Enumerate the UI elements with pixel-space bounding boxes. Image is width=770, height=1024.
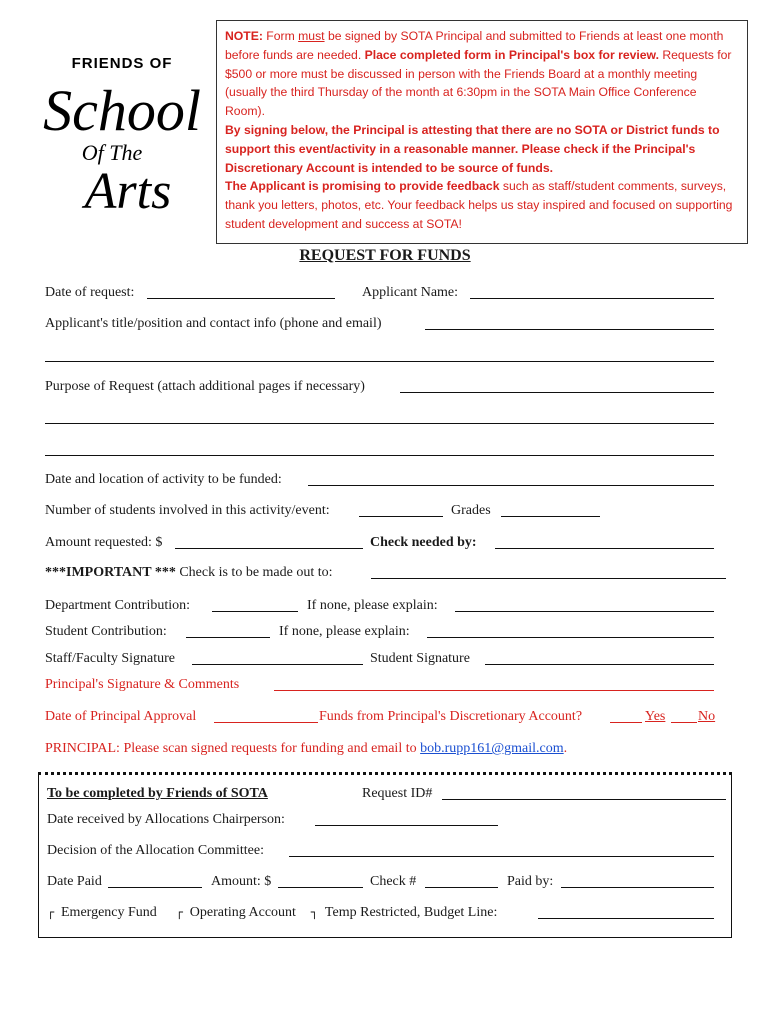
dept-contribution-label: Department Contribution:	[45, 598, 191, 613]
principal-note-text: PRINCIPAL: Please scan signed requests for funding and email to	[45, 741, 421, 756]
note-bold-1: Place completed form in Principal's box for review.	[364, 47, 659, 62]
date-received-label: Date received by Allocations Chairperson:	[47, 812, 285, 827]
logo-line-4: Arts	[84, 163, 172, 220]
temp-restricted-label: Temp Restricted, Budget Line:	[324, 905, 498, 920]
temp-restricted-checkbox[interactable]: ┐	[310, 905, 319, 919]
dept-explain-field[interactable]	[455, 611, 714, 612]
date-of-request-field[interactable]	[147, 298, 335, 299]
paid-by-field[interactable]	[561, 887, 714, 888]
logo-line-2: School	[43, 78, 201, 143]
note-must: must	[298, 29, 325, 43]
emergency-fund-label: Emergency Fund	[61, 905, 157, 920]
discretionary-question: Funds from Principal's Discretionary Account?	[319, 709, 583, 724]
check-number-field[interactable]	[425, 887, 498, 888]
title-contact-field-2[interactable]	[45, 361, 714, 362]
yes-blank[interactable]	[610, 722, 642, 723]
page-title: REQUEST FOR FUNDS	[299, 247, 471, 264]
date-paid-label: Date Paid	[47, 874, 102, 889]
no-blank[interactable]	[671, 722, 697, 723]
important-rest: Check is to be made out to:	[175, 565, 333, 580]
note-bold-2: By signing below, the Principal is attesting that there are no SOTA or District funds to support this event/activity in a reasonable manner. Please check if the Principal's Discretionary Account is intended to be source of funds.	[225, 122, 720, 175]
purpose-field-2[interactable]	[45, 423, 714, 424]
date-location-field[interactable]	[308, 485, 714, 486]
yes-option[interactable]: Yes	[645, 709, 666, 724]
grades-label: Grades	[451, 503, 491, 518]
dept-contribution-field[interactable]	[212, 611, 298, 612]
principal-email-note	[45, 741, 567, 757]
student-explain-field[interactable]	[427, 637, 714, 638]
date-of-request-label: Date of request:	[45, 285, 135, 300]
amount-paid-label: Amount: $	[211, 874, 272, 889]
friends-section-heading: To be completed by Friends of SOTA	[47, 786, 268, 801]
student-signature-field[interactable]	[485, 664, 714, 665]
decision-label: Decision of the Allocation Committee:	[47, 843, 264, 858]
operating-account-label: Operating Account	[189, 905, 296, 920]
date-paid-field[interactable]	[108, 887, 202, 888]
student-explain-label: If none, please explain:	[279, 624, 410, 639]
purpose-label: Purpose of Request (attach additional pages if necessary)	[45, 379, 365, 394]
note-text-2: be signed by SOTA Principal and submitted to Friends at least one month before funds are needed.	[225, 29, 724, 62]
applicant-name-field[interactable]	[470, 298, 714, 299]
no-option[interactable]: No	[698, 709, 716, 724]
note-text-3: Requests for $500 or more must be discussed in person with the Friends Board at a monthly meeting (usually the third Thursday of the month at 6:30pm in the SOTA Main Office Conference Room).	[225, 47, 732, 119]
paid-by-label: Paid by:	[507, 874, 554, 889]
staff-signature-field[interactable]	[192, 664, 363, 665]
purpose-field[interactable]	[400, 392, 714, 393]
student-contribution-label: Student Contribution:	[45, 624, 167, 639]
note-box	[216, 20, 748, 244]
principal-signature-field[interactable]	[274, 690, 714, 691]
amount-paid-field[interactable]	[278, 887, 363, 888]
important-label	[45, 565, 333, 581]
principal-signature-label: Principal's Signature & Comments	[45, 677, 240, 692]
title-contact-field[interactable]	[425, 329, 714, 330]
student-contribution-field[interactable]	[186, 637, 270, 638]
principal-approval-field[interactable]	[214, 722, 318, 723]
decision-field[interactable]	[289, 856, 714, 857]
date-received-field[interactable]	[315, 825, 498, 826]
note-text-1: Form	[262, 29, 299, 43]
note-text-4: such as staff/student comments, surveys, thank you letters, photos, etc. Your feedback helps us stay inspired and focused on supporting student development and success at SOTA!	[225, 179, 733, 231]
check-needed-field[interactable]	[495, 548, 714, 549]
request-id-label: Request ID#	[362, 786, 433, 801]
logo-line-1: FRIENDS OF	[71, 55, 173, 72]
purpose-field-3[interactable]	[45, 455, 714, 456]
emergency-fund-checkbox[interactable]: ┌	[47, 905, 55, 919]
check-needed-label: Check needed by:	[370, 535, 477, 550]
fund-options	[47, 905, 497, 921]
num-students-field[interactable]	[359, 516, 443, 517]
dept-explain-label: If none, please explain:	[307, 598, 438, 613]
note-bold-3: The Applicant is promising to provide feedback	[225, 179, 500, 194]
principal-approval-label: Date of Principal Approval	[45, 709, 197, 724]
email-link[interactable]: bob.rupp161@gmail.com	[420, 741, 564, 756]
date-location-label: Date and location of activity to be funded:	[45, 472, 282, 487]
budget-line-field[interactable]	[538, 918, 714, 919]
operating-account-checkbox[interactable]: ┌	[175, 905, 184, 919]
title-contact-label: Applicant's title/position and contact info (phone and email)	[45, 316, 382, 331]
student-signature-label: Student Signature	[370, 651, 470, 666]
amount-label: Amount requested: $	[45, 535, 163, 550]
logo-line-3: Of The	[81, 140, 143, 165]
grades-field[interactable]	[501, 516, 600, 517]
staff-signature-label: Staff/Faculty Signature	[45, 651, 175, 666]
check-payee-field[interactable]	[371, 578, 726, 579]
request-id-field[interactable]	[442, 799, 726, 800]
friends-of-sota-logo	[43, 52, 201, 222]
check-number-label: Check #	[370, 874, 417, 889]
applicant-name-label: Applicant Name:	[362, 285, 459, 300]
note-period: .	[563, 741, 568, 756]
num-students-label: Number of students involved in this activity/event:	[45, 503, 330, 518]
note-label: NOTE:	[225, 29, 263, 43]
amount-field[interactable]	[175, 548, 363, 549]
important-bold: ***IMPORTANT ***	[45, 565, 176, 580]
